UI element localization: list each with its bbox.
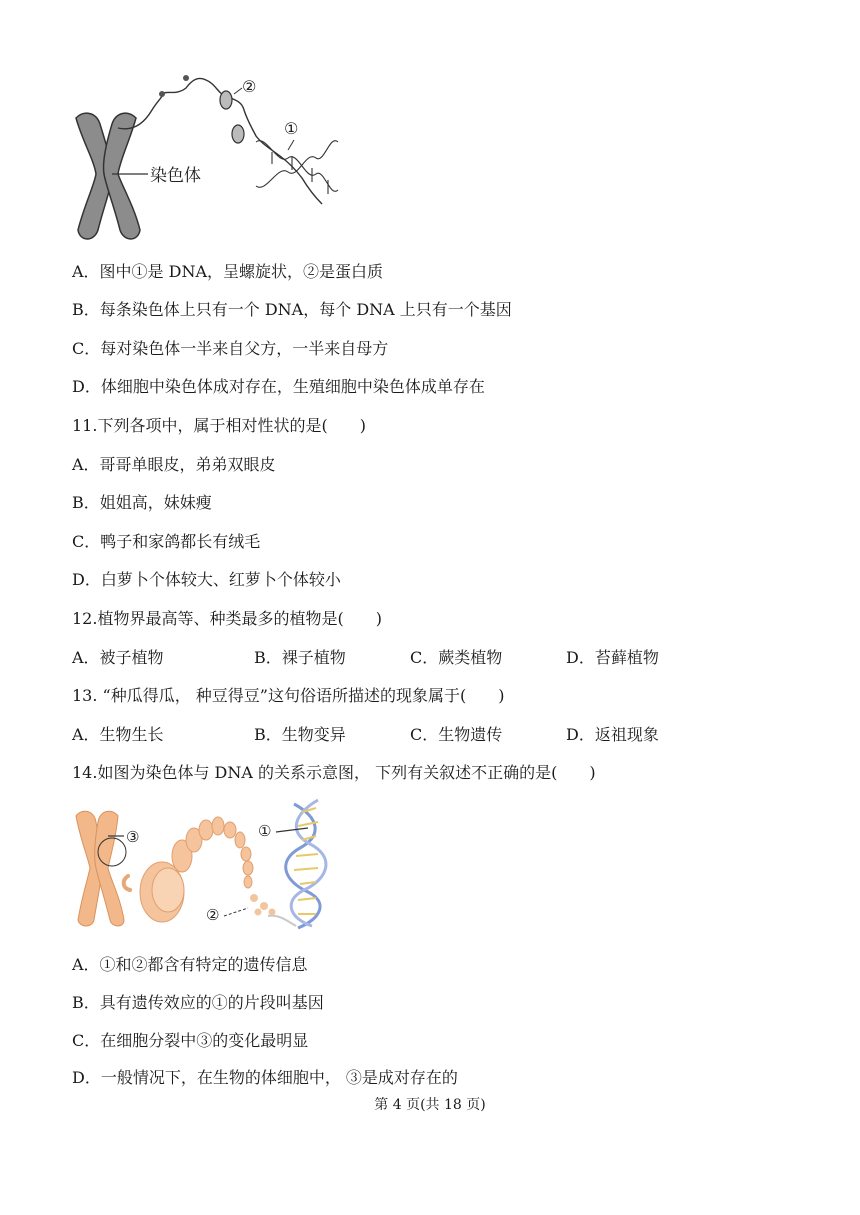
q13-option-c: C．生物遗传: [410, 725, 503, 744]
q10-option-d: D．体细胞中染色体成对存在，生殖细胞中染色体成单存在: [72, 377, 485, 396]
q14-option-a: A．①和②都含有特定的遗传信息: [72, 955, 308, 974]
q12-option-a: A．被子植物: [72, 648, 164, 667]
label-2: ②: [242, 77, 257, 96]
q12-option-d: D．苔藓植物: [566, 648, 659, 667]
label-1: ①: [284, 119, 299, 138]
label-chromosome: 染色体: [150, 166, 201, 186]
q10-option-c: C．每对染色体一半来自父方，一半来自母方: [72, 339, 389, 358]
q11-option-c: C．鸭子和家鸽都长有绒毛: [72, 532, 261, 551]
q13-option-a: A．生物生长: [72, 725, 164, 744]
label-3: ③: [126, 828, 140, 846]
q14-stem: 14.如图为染色体与 DNA 的关系示意图， 下列有关叙述不正确的是( ): [72, 763, 596, 782]
q10-option-b: B．每条染色体上只有一个 DNA，每个 DNA 上只有一个基因: [72, 300, 512, 319]
q11-option-b: B．姐姐高，妹妹瘦: [72, 493, 212, 512]
q14-option-c: C．在细胞分裂中③的变化最明显: [72, 1031, 309, 1050]
q10-option-a: A．图中①是 DNA，呈螺旋状，②是蛋白质: [72, 262, 384, 281]
chromosome-diagram-1: [66, 70, 346, 250]
q13-option-d: D．返祖现象: [566, 725, 659, 744]
q11-stem: 11.下列各项中，属于相对性状的是( ): [72, 416, 366, 435]
q12-option-c: C．蕨类植物: [410, 648, 503, 667]
q12-stem: 12.植物界最高等、种类最多的植物是( ): [72, 609, 382, 628]
q13-stem: 13. “种瓜得瓜， 种豆得豆”这句俗语所描述的现象属于( ): [72, 686, 505, 705]
q11-option-d: D．白萝卜个体较大、红萝卜个体较小: [72, 570, 341, 589]
label-2b: ②: [206, 906, 220, 924]
q12-option-b: B．裸子植物: [254, 648, 346, 667]
q11-option-a: A．哥哥单眼皮，弟弟双眼皮: [72, 455, 276, 474]
q14-option-d: D．一般情况下，在生物的体细胞中， ③是成对存在的: [72, 1068, 458, 1087]
q13-option-b: B．生物变异: [254, 725, 346, 744]
label-1b: ①: [258, 822, 272, 840]
q14-option-b: B．具有遗传效应的①的片段叫基因: [72, 993, 324, 1012]
chromosome-dna-figure-1: [66, 70, 346, 250]
page-footer: 第 4 页(共 18 页): [374, 1097, 486, 1113]
chromosome-dna-figure-2: [72, 796, 348, 932]
chromosome-diagram-2: [72, 796, 348, 932]
